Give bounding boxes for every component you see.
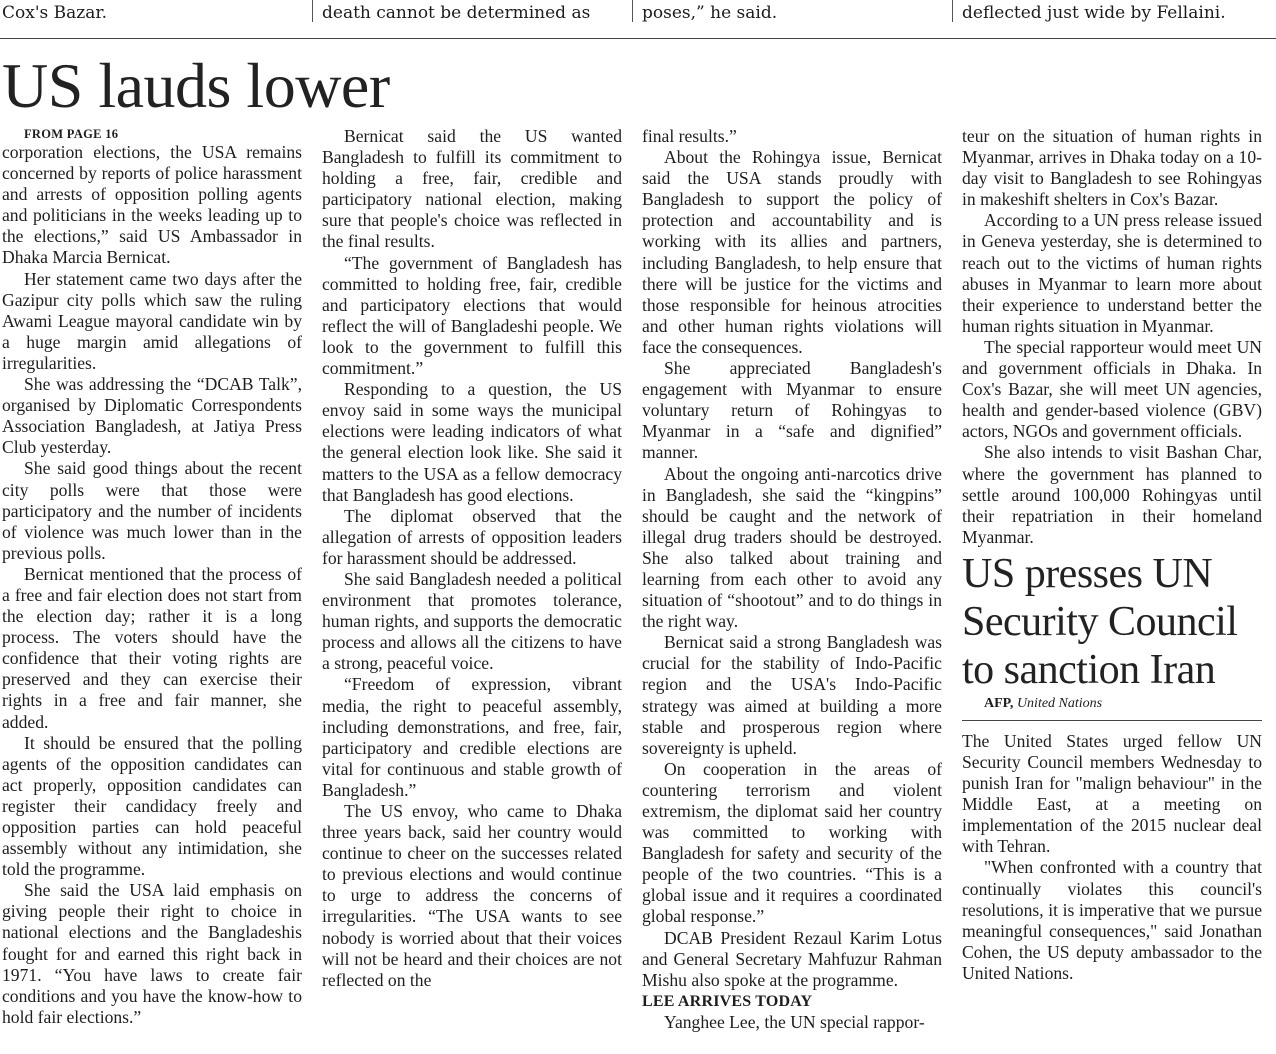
top-strip-text: Cox's Bazar.: [2, 3, 108, 23]
article-paragraph: The special rapporteur would meet UN and government officials in Dhaka. In Cox's Bazar, she will meet UN agencies, health and gender-based violence (GBV) actors, NGOs and government officials.: [962, 336, 1262, 442]
column-divider: [312, 0, 313, 22]
column-divider: [952, 0, 953, 22]
article-paragraph: The US envoy, who came to Dhaka three years back, said her country would continue to cheer on the successes related to previous elections and would continue to urge to address the concerns of irregularities. “The USA wants to see nobody is worried about that their voices will not be heard and their choices are not reflected on the: [322, 801, 622, 990]
article-paragraph: final results.”: [642, 126, 737, 146]
byline-agency: AFP,: [984, 695, 1014, 711]
article-paragraph: Bernicat said the US wanted Bangladesh to fulfill its commitment to holding a free, fair, credible and participatory national election, making sure that people's choice was reflected in the final results.: [322, 126, 622, 252]
article-headline: US lauds lower: [2, 50, 390, 121]
article-paragraph: It should be ensured that the polling agents of the opposition candidates can act properly, opposition candidates can register their candidacy freely and opposition parties can hold peaceful assembly without any intimidation, she told the programme.: [2, 732, 302, 880]
article-subhead: LEE ARRIVES TODAY: [642, 992, 813, 1010]
article-paragraph: “Freedom of expression, vibrant media, the right to peaceful assembly, including demonstrations, and free, fair, participatory and credible elections are vital for continuous and stable growth of Bangladesh.”: [322, 674, 622, 800]
byline-place: United Nations: [1016, 695, 1103, 711]
article-paragraph: DCAB President Rezaul Karim Lotus and General Secretary Mahfuzur Rahman Mishu also spoke at the programme.: [642, 927, 942, 990]
article-paragraph: On cooperation in the areas of countering terrorism and violent extremism, the diplomat said her country was committed to working with Bangladesh for safety and security of the people of the two countries. “This is a global issue and it requires a coordinated global response.”: [642, 758, 942, 927]
article-paragraph: She appreciated Bangladesh's engagement with Myanmar to ensure voluntary return of Rohingyas to Myanmar in a “safe and dignified” manner.: [642, 358, 942, 463]
section-rule: [0, 38, 1276, 39]
article-paragraph: “The government of Bangladesh has committed to holding free, fair, credible and participatory elections that would reflect the will of Bangladeshi people. We look to the government to fulfill this commitment.”: [322, 252, 622, 379]
article-paragraph: Bernicat mentioned that the process of a free and fair election does not start from the election day; rather it is a long process. The voters should have the confidence that their voting rights are preserved and they can exercise their rights in a free and fair manner, she added.: [2, 563, 302, 732]
top-strip-text: deflected just wide by Fellaini.: [962, 3, 1226, 23]
article-paragraph: She said Bangladesh needed a political environment that promotes tolerance, human rights, and supports the democratic process and allows all the citizens to have a strong, peaceful voice.: [322, 568, 622, 674]
article-paragraph: She also intends to visit Bashan Char, where the government has planned to settle around 100,000 Rohingyas until their repatriation in their homeland Myanmar.: [962, 442, 1262, 547]
article-paragraph: She said the USA laid emphasis on giving people their right to choice in national elections and the Bangladeshis fought for and earned this right back in 1971. “You have laws to create fair conditions and you have the know-how to hold fair elections.”: [2, 880, 302, 1027]
column-divider: [632, 0, 633, 22]
article-paragraph: About the ongoing anti-narcotics drive in Bangladesh, she said the “kingpins” should be caught and the network of illegal drug traders should be destroyed. She also talked about training and learning from each other to avoid any situation of “shootout” and to do things in the right way.: [642, 463, 942, 632]
article-paragraph: The diplomat observed that the allegation of arrests of opposition leaders for harassment should be addressed.: [322, 505, 622, 568]
byline-rule: [962, 720, 1262, 721]
top-strip: [0, 0, 1276, 24]
article-column-3: [642, 126, 942, 1054]
top-strip-text: poses,” he said.: [642, 3, 778, 23]
article-paragraph: She said good things about the recent city polls were that those were participatory and the number of incidents of violence was much lower than in the previous polls.: [2, 458, 302, 563]
article-paragraph: About the Rohingya issue, Bernicat said the USA stands proudly with Bangladesh to support the policy of protection and accountability and is working with its allies and partners, including Bangladesh, to help ensure that there will be justice for the victims and those responsible for heinous atrocities and other human rights violations will face the consequences.: [642, 147, 942, 357]
article-paragraph: According to a UN press release issued in Geneva yesterday, she is determined to reach out to the victims of human rights abuses in Myanmar to learn more about their experience to understand better the human rights situation in Myanmar.: [962, 210, 1262, 336]
article-paragraph: Her statement came two days after the Gazipur city polls which saw the ruling Awami League mayoral candidate win by a huge margin amid allegations of irregularities.: [2, 268, 302, 373]
article-paragraph: corporation elections, the USA remains concerned by reports of police harassment and arrests of opposition polling agents and politicians in the weeks leading up to the elections,” said US Ambassador in Dhaka Marcia Bernicat.: [2, 142, 302, 268]
top-strip-text: death cannot be determined as: [322, 3, 591, 23]
article-paragraph: Responding to a question, the US envoy said in some ways the municipal elections were leading indicators of what the general election look like. She said it matters to the USA as a fellow democracy that Bangladesh has good elections.: [322, 379, 622, 505]
article-paragraph: The United States urged fellow UN Security Council members Wednesday to punish Iran for "malign behaviour" in the Middle East, at a meeting on implementation of the 2015 nuclear deal with Tehran.: [962, 730, 1262, 857]
article-paragraph: teur on the situation of human rights in Myanmar, arrives in Dhaka today on a 10-day visit to Bangladesh to see Rohingyas in makeshift shelters in Cox's Bazar.: [962, 126, 1262, 210]
article-2-headline: US presses UN Security Council to sanction Iran: [962, 550, 1238, 693]
article-column-4: [962, 126, 1262, 1054]
article-column-2: [322, 126, 622, 1054]
article-column-1: [2, 126, 302, 1054]
article-2-byline: [962, 694, 1262, 714]
article-paragraph: Bernicat said a strong Bangladesh was crucial for the stability of Indo-Pacific region and the USA's Indo-Pacific strategy was aimed at building a more stable and prosperous region where sovereignty is upheld.: [642, 632, 942, 758]
continued-from-label: FROM PAGE 16: [24, 127, 119, 141]
article-paragraph: Yanghee Lee, the UN special rappor-: [664, 1011, 925, 1032]
article-paragraph: "When confronted with a country that continually violates this council's resolutions, it is imperative that we pursue meaningful consequences," said Jonathan Cohen, the US deputy ambassador to the United Nations.: [962, 857, 1262, 983]
article-paragraph: She was addressing the “DCAB Talk”, organised by Diplomatic Correspondents Association Bangladesh, at Jatiya Press Club yesterday.: [2, 374, 302, 458]
